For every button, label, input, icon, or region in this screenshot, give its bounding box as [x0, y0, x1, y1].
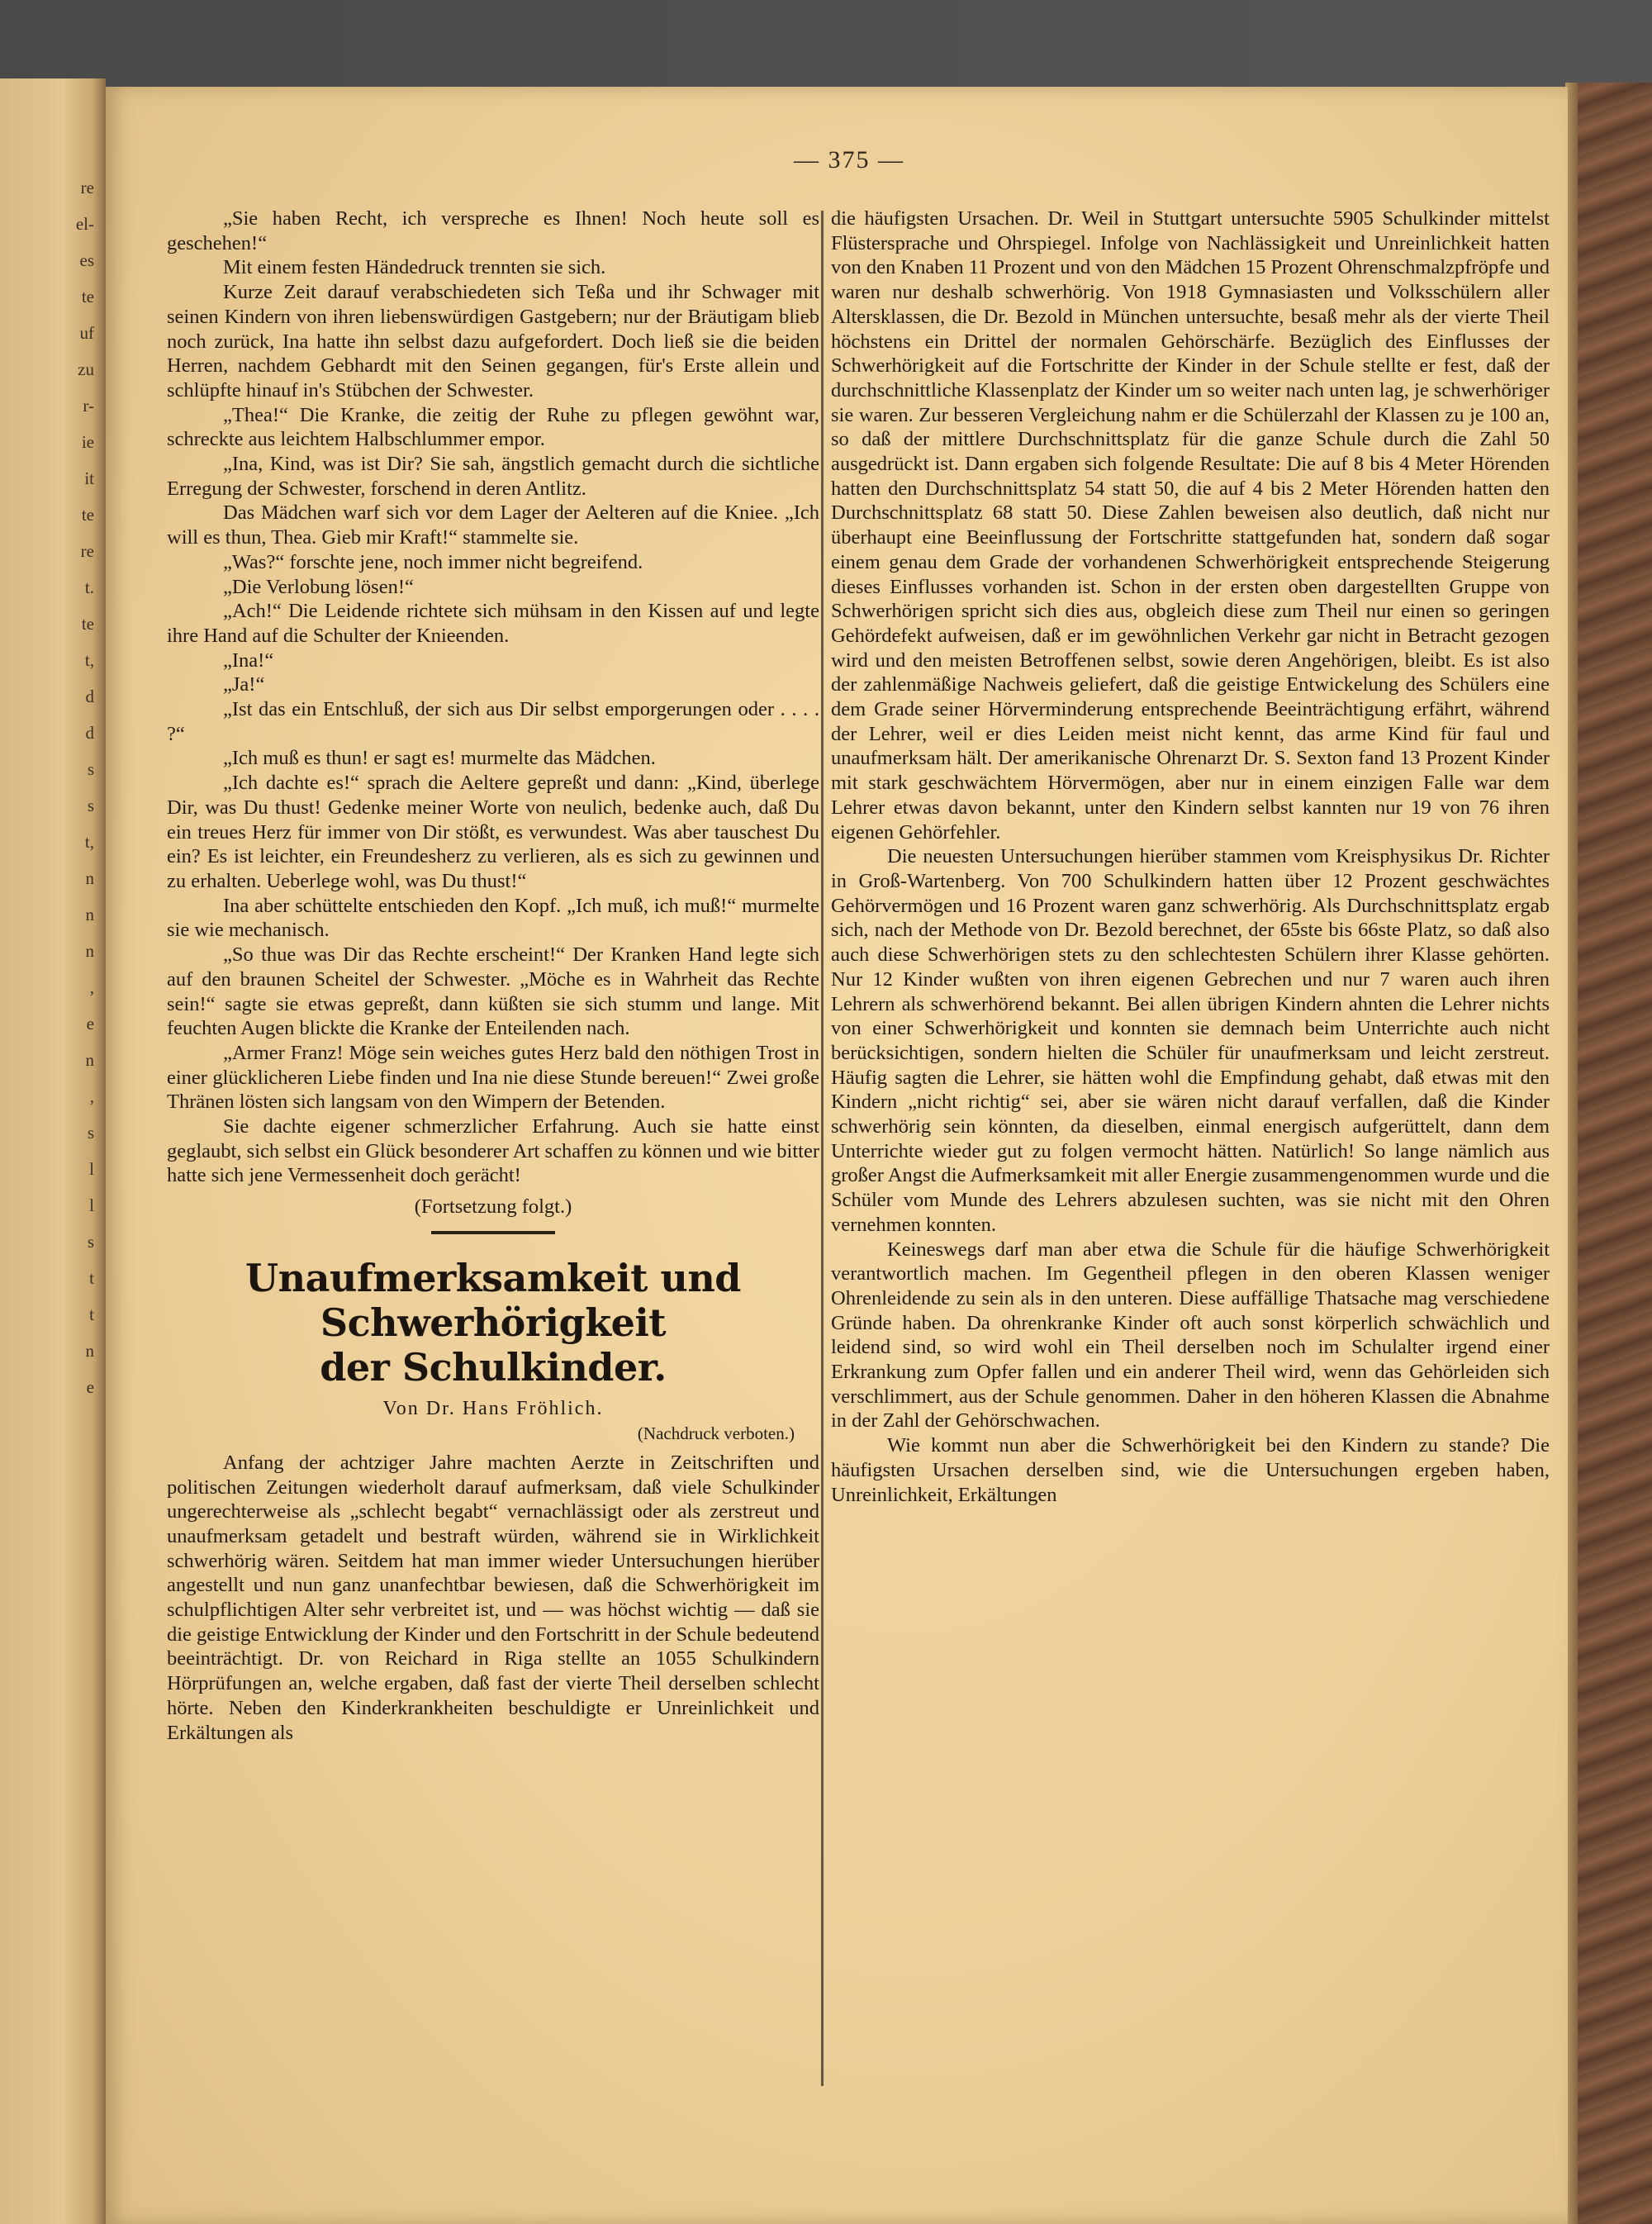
paragraph: „Ina, Kind, was ist Dir? Sie sah, ängstlich gemacht durch die sichtliche Erregung der Schwester, forschend in deren Antlitz.: [167, 453, 819, 500]
column-rule: [821, 211, 824, 2086]
paragraph: Kurze Zeit darauf verabschiedeten sich Teßa und ihr Schwager mit seinen Kindern von ihren liebenswürdigen Gastgebern; nur der Bräutigam blieb noch zurück, Ina hatte ihn selbst dazu aufgefordert. Doch ließ sie die beiden Herren, nachdem Gebhardt mit den Seinen gegangen, für's Erste allein und schlüpfte hinauf in's Stübchen der Schwester.: [167, 281, 819, 402]
left-column: [167, 207, 819, 1745]
paragraph: Anfang der achtziger Jahre machten Aerzte in Zeitschriften und politischen Zeitungen wiederholt darauf aufmerksam, daß viele Schulkinder ungerechterweise als „schlecht begabt“ vernachlässigt oder als zerstreut und unaufmerksam getadelt und bestraft würden, während sie in Wirklichkeit schwerhörig wären. Seitdem hat man immer wieder Untersuchungen hierüber angestellt und nun ganz unanfechtbar bewiesen, daß die Schwerhörigkeit im schulpflichtigen Alter sehr verbreitet ist, und — was höchst wichtig — daß sie die geistige Entwicklung der Kinder und den Fortschritt in der Schule bedeutend beeinträchtigt. Dr. von Reichard in Riga stellte an 1055 Schulkindern Hörprüfungen an, welche ergaben, daß fast der vierte Theil derselben schlecht hörte. Neben den Kinderkrankheiten beschuldigte er Unreinlichkeit und Erkältungen als: [167, 1451, 819, 1744]
previous-page-text-fragment: t: [89, 1268, 94, 1288]
previous-page-text-fragment: n: [85, 1341, 94, 1361]
paragraph: „Ich muß es thun! er sagt es! murmelte das Mädchen.: [223, 747, 656, 770]
previous-page-text-fragment: t: [89, 1304, 94, 1324]
paragraph: „Ich dachte es!“ sprach die Aeltere gepreßt und dann: „Kind, überlege Dir, was Du thust! Gedenke meiner Worte von neulich, bedenke auch, daß Du ein treues Herz für immer von Dir stößt, es verwundest. Was aber tauschest Du ein? Es ist leichter, ein Freundesherz zu verlieren, als es sich zu gewinnen und zu erhalten. Ueberlege wohl, was Du thust!“: [167, 772, 819, 892]
paragraph: Sie dachte eigener schmerzlicher Erfahrung. Auch sie hatte einst geglaubt, sich selbst ein Glück besonderer Art schaffen zu können und wie bitter hatte sich jene Vermessenheit doch gerächt!: [167, 1115, 819, 1187]
previous-page-text-fragment: zu: [78, 359, 94, 379]
previous-page-text-fragment: te: [81, 505, 94, 525]
previous-page-text-fragment: e: [86, 1014, 94, 1034]
previous-page-text-fragment: d: [85, 687, 94, 706]
paragraph: „Sie haben Recht, ich verspreche es Ihnen! Noch heute soll es geschehen!“: [167, 207, 819, 254]
continuation-note: (Fortsetzung folgt.): [414, 1195, 572, 1219]
paragraph: die häufigsten Ursachen. Dr. Weil in Stuttgart untersuchte 5905 Schulkinder mittelst Flüstersprache und Ohrspiegel. Infolge von Nachlässigkeit und Unreinlichkeit hatten von den Knaben 11 Prozent und von den Mädchen 15 Prozent Ohrenschmalzpfröpfe und waren nur deshalb schwerhörig. Von 1918 Gymnasiasten und Volksschülern aller Altersklassen, die Dr. Bezold in München untersuchte, besaß mehr als der vierte Theil höchstens ein Drittel der normalen Gehörschärfe. Bezüglich des Einflusses der Schwerhörigkeit auf die Fortschritte der Kinder in der Schule stellte er fest, daß der durchschnittliche Klassenplatz der Kinder um so weiter nach unten lag, je schwerhöriger sie waren. Zur besseren Vergleichung nahm er die Schülerzahl der Klassen zu je 100 an, so daß der mittlere Durchschnittsplatz für die ganze Schule durch die Zahl 50 ausgedrückt ist. Dann ergaben sich folgende Resultate: Die auf 8 bis 4 Meter Hörenden hatten den Durchschnittsplatz 54 statt 50, die auf 4 bis 2 Meter Hörenden hatten den Durchschnittsplatz 68 statt 50. Diese Zahlen beweisen also deutlich, daß nicht nur überhaupt eine Beeinflussung der Fortschritte stattgefunden hat, sondern daß sogar einem genau dem Grade der vorhandenen Schwerhörigkeit entsprechende Steigerung dieses Einflusses vorhanden ist. Schon in der ersten oben dargestellten Gruppe von Schwerhörigen spricht sich dies aus, obgleich diese zum Theil nur einen so geringen Gehördefekt aufweisen, daß er im gewöhnlichen Verkehr gar nicht in Betracht gezogen wird und den meisten Betroffenen selbst, sowie deren Angehörigen, bleibt. Es ist also der zahlenmäßige Nachweis geliefert, daß die geistige Entwickelung des Schülers eine dem Grade seiner Hörverminderung entsprechende Beeinträchtigung erfährt, während der Lehrer, weil er dies Leiden meist nicht kennt, das arme Kind für faul und unaufmerksam hält. Der amerikanische Ohrenarzt Dr. S. Sexton fand 13 Prozent Kinder mit stark geschwächtem Hörvermögen, aber nur in einem einzigen Falle war dem Lehrer etwas davon bekannt, unter den Kindern selbst kannten nur 19 von 76 ihren eigenen Gehörfehler.: [831, 207, 1550, 844]
previous-page-edge: [0, 78, 106, 2224]
previous-page-text-fragment: te: [81, 287, 94, 307]
book-cover: [1578, 83, 1652, 2224]
article-title: [167, 1256, 819, 1390]
previous-page-text-fragment: e: [86, 1377, 94, 1397]
previous-page-text-fragment: n: [85, 941, 94, 961]
paragraph: „Ina!“: [223, 649, 274, 672]
paragraph: „Die Verlobung lösen!“: [223, 575, 414, 598]
previous-page-text-fragment: re: [80, 541, 94, 561]
previous-page-text-fragment: t,: [84, 832, 94, 852]
previous-page-text-fragment: d: [85, 723, 94, 743]
article-body-right: [831, 207, 1550, 1507]
previous-page-text-fragment: n: [85, 1050, 94, 1070]
article-title-line1: Unaufmerksamkeit und Schwerhörigkeit: [245, 1255, 741, 1345]
previous-page-text-fragment: s: [87, 1123, 94, 1143]
story-continuation: [167, 207, 819, 1188]
section-divider: [431, 1231, 555, 1234]
previous-page-text-fragment: l: [89, 1195, 94, 1215]
paragraph: „Ja!“: [223, 673, 265, 696]
previous-page-text-fragment: ,: [89, 977, 94, 997]
paragraph: Ina aber schüttelte entschieden den Kopf. „Ich muß, ich muß!“ murmelte sie wie mechanisch.: [167, 894, 819, 942]
previous-page-text-fragment: te: [81, 614, 94, 634]
previous-page-text-fragment: l: [89, 1159, 94, 1179]
previous-page-text-fragment: t,: [84, 650, 94, 670]
reprint-notice: (Nachdruck verboten.): [637, 1423, 795, 1443]
previous-page-text-fragment: re: [80, 178, 94, 197]
paragraph: „Ist das ein Entschluß, der sich aus Dir selbst emporgerungen oder . . . . ?“: [167, 698, 819, 745]
paragraph: Die neuesten Untersuchungen hierüber stammen vom Kreisphysikus Dr. Richter in Groß-Wartenberg. Von 700 Schulkindern hatten über 12 Prozent geschwächtes Gehörvermögen und 16 Prozent waren ganz schwerhörig. Als Durchschnittsplatz ergab sich, nach der Methode von Dr. Bezold berechnet, der 65ste bis 66ste Platz, so daß also auch diese Schwerhörigen stets zu den schlechtesten Schülern ihrer Klasse gehörten. Nur 12 Kinder wußten von ihren eigenen Gebrechen und nur 7 waren auch ihren Lehrern als schwerhörend bekannt. Bei allen übrigen Kindern ahnten die Lehrer nichts von einer Schwerhörigkeit und konnten sie demnach beim Unterrichte auch nicht berücksichtigen, sondern hielten die Schüler für unaufmerksam und leicht zerstreut. Häufig sagten die Lehrer, sie hätten wohl die Empfindung gehabt, daß etwas mit den Kindern „nicht richtig“ sei, aber sie wären nicht darauf verfallen, daß die Kinder schwerhörig sein könnten, da dieselben, einmal energisch aufgerüttelt, dann dem Unterrichte wieder gut zu folgen vermocht hätten. Natürlich! So lange nämlich aus großer Angst die Aufmerksamkeit mit aller Energie zusammengenommen wurde und die Schüler vom Munde des Lehrers abzulesen suchten, was sie nicht mit den Ohren vernehmen konnten.: [831, 845, 1550, 1236]
previous-page-text-fragment: r-: [83, 396, 94, 416]
paragraph: „Was?“ forschte jene, noch immer nicht begreifend.: [223, 550, 643, 573]
previous-page-text-fragment: n: [85, 905, 94, 924]
previous-page-text-fragment: el-: [75, 214, 94, 234]
paragraph: Keineswegs darf man aber etwa die Schule für die häufige Schwerhörigkeit verantwortlich machen. Im Gegentheil pflegen in den oberen Klassen weniger Ohrenleidende zu sein als in den unteren. Diese auffällige Thatsache mag verschiedene Gründe haben. Da ohrenkranke Kinder oft auch sonst körperlich schwächlich und leidend sind, so wird wohl ein Theil derselben noch im Schulalter irgend einer Erkrankung zum Opfer fallen und ein anderer Theil wird, wenn das Gehörleiden sich verschlimmert, aus der Schule genommen. Daher in den höheren Klassen die Abnahme in der Zahl der Gehörschwachen.: [831, 1238, 1550, 1433]
article-body-left: [167, 1451, 819, 1745]
paragraph: Mit einem festen Händedruck trennten sie sich.: [223, 256, 606, 279]
document-page: [106, 87, 1568, 2224]
previous-page-text-fragment: uf: [79, 323, 94, 343]
paragraph: Wie kommt nun aber die Schwerhörigkeit bei den Kindern zu stande? Die häufigsten Ursachen derselben sind, wie die Untersuchungen ergeben haben, Unreinlichkeit, Erkältungen: [831, 1434, 1550, 1506]
paragraph: „Armer Franz! Möge sein weiches gutes Herz bald den nöthigen Trost in einer glücklicheren Liebe finden und Ina nie diese Stunde bereuen!“ Zwei große Thränen lösten sich langsam von den Wimpern der Betenden.: [167, 1041, 819, 1114]
previous-page-text-fragment: ie: [81, 432, 94, 452]
article-title-line2: der Schulkinder.: [320, 1344, 667, 1390]
previous-page-text-fragment: n: [85, 868, 94, 888]
paragraph: Das Mädchen warf sich vor dem Lager der Aelteren auf die Kniee. „Ich will es thun, Thea. Gieb mir Kraft!“ stammelte sie.: [167, 501, 819, 549]
previous-page-text-fragment: it: [84, 468, 94, 488]
previous-page-text-fragment: t.: [84, 577, 94, 597]
previous-page-text-fragment: ,: [89, 1086, 94, 1106]
previous-page-text-fragment: s: [87, 1232, 94, 1252]
paragraph: „Ach!“ Die Leidende richtete sich mühsam in den Kissen auf und legte ihre Hand auf die Schulter der Knieenden.: [167, 600, 819, 647]
previous-page-text-fragment: s: [87, 759, 94, 779]
paragraph: „So thue was Dir das Rechte erscheint!“ Der Kranken Hand legte sich auf den braunen Scheitel der Schwester. „Möche es in Wahrheit das Rechte sein!“ sagte sie etwas gepreßt, dann küßten sie sich stumm und lange. Mit feuchten Augen blickte die Kranke der Enteilenden nach.: [167, 943, 819, 1040]
right-column: [831, 207, 1550, 1507]
previous-page-text-fragment: es: [79, 250, 94, 270]
article-byline: Von Dr. Hans Fröhlich.: [382, 1397, 604, 1419]
previous-page-text-fragment: s: [87, 796, 94, 815]
paragraph: „Thea!“ Die Kranke, die zeitig der Ruhe zu pflegen gewöhnt war, schreckte aus leichtem Halbschlummer empor.: [167, 403, 819, 451]
page-number: — 375 —: [794, 146, 904, 173]
